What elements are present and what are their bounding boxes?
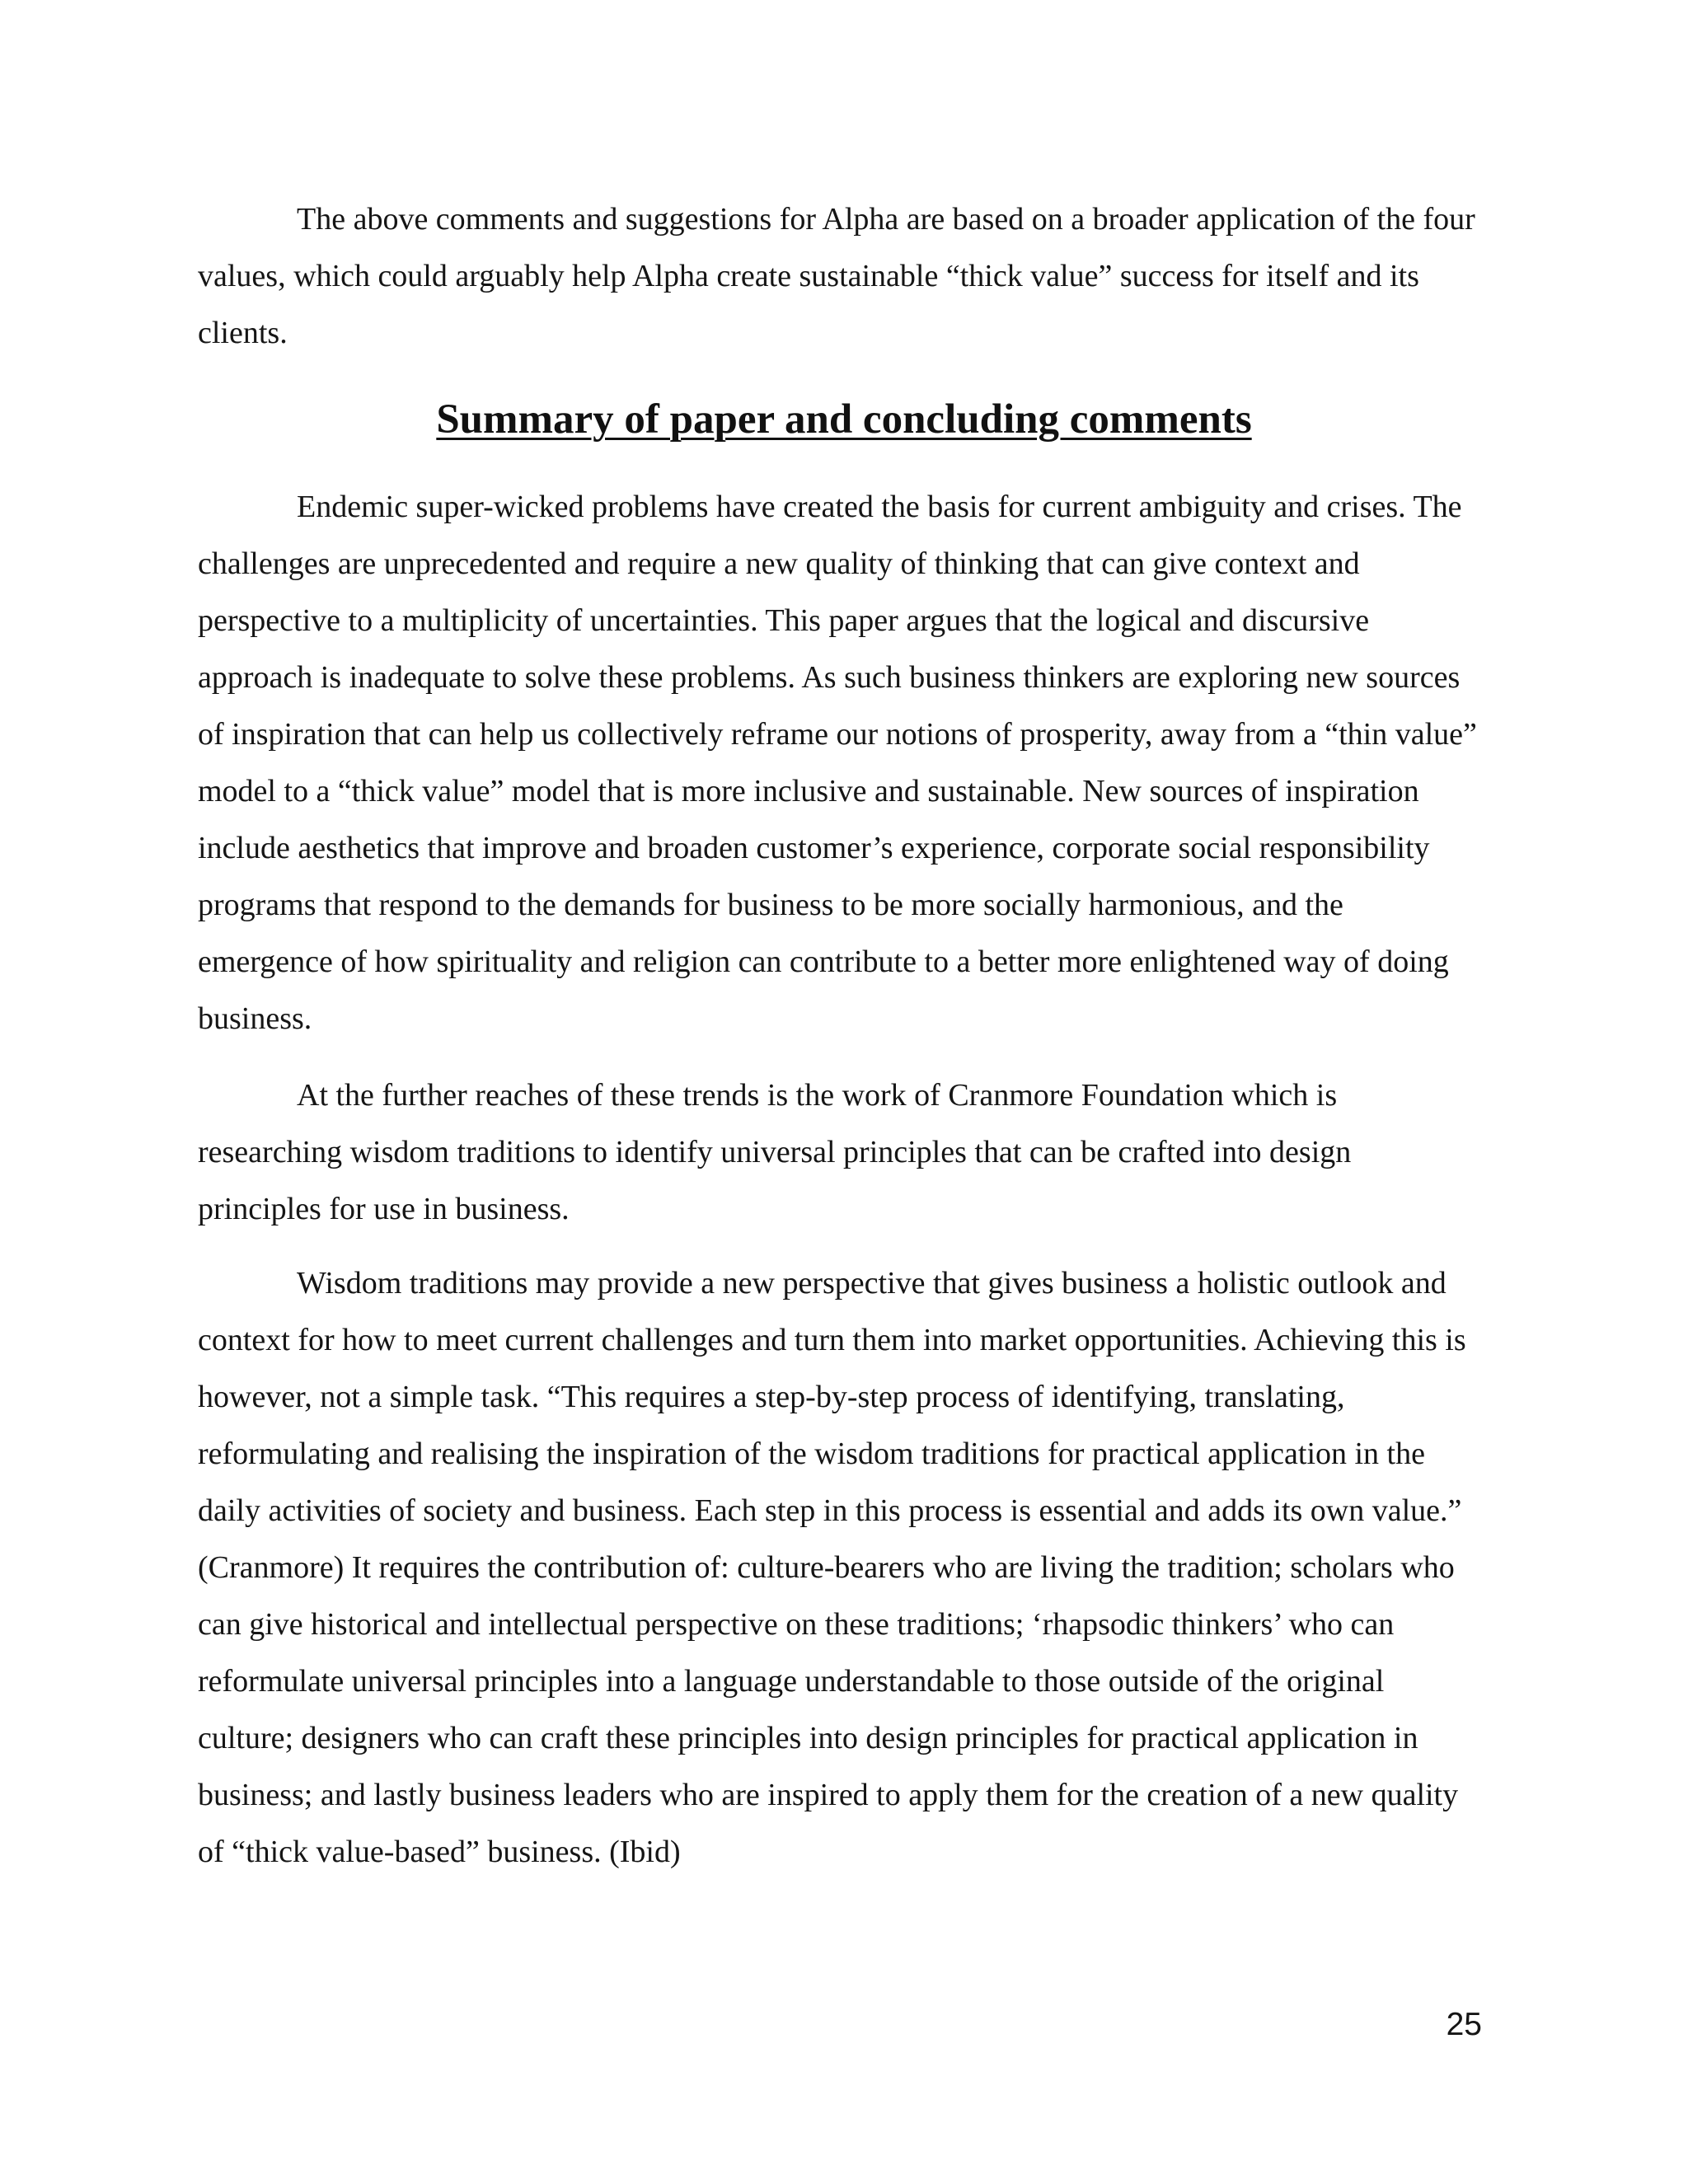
cranmore-paragraph: At the further reaches of these trends is the work of Cranmore Foundation which is researching wisdom traditions to identify universal principles that can be crafted into design principles for use in business. — [198, 1078, 1352, 1226]
summary-paragraph: Endemic super-wicked problems have created the basis for current ambiguity and crises. The challenges are unprecedented and require a new quality of thinking that can give context and perspective to a multiplicity of uncertainties. This paper argues that the logical and discursive approach is inadequate to solve these problems. As such business thinkers are exploring new sources of inspiration that can help us collectively reframe our notions of prosperity, away from a “thin value” model to a “thick value” model that is more inclusive and sustainable. New sources of inspiration include aesthetics that improve and broaden customer’s experience, corporate social responsibility programs that respond to the demands for business to be more socially harmonious, and the emergence of how spirituality and religion can contribute to a better more enlightened way of doing business. — [198, 490, 1477, 1036]
wisdom-traditions-paragraph: Wisdom traditions may provide a new perspective that gives business a holistic outlook and context for how to meet current challenges and turn them into market opportunities. Achieving this is however, not a simple task. “This requires a step-by-step process of identifying, translating, reformulating and realising the inspiration of the wisdom traditions for practical application in the daily activities of society and business. Each step in this process is essential and adds its own value.” (Cranmore) It requires the contribution of: culture-bearers who are living the tradition; scholars who can give historical and intellectual perspective on these traditions; ‘rhapsodic thinkers’ who can reformulate universal principles into a language understandable to those outside of the original culture; designers who can craft these principles into design principles for practical application in business; and lastly business leaders who are inspired to apply them for the creation of a new quality of “thick value-based” business. (Ibid) — [198, 1266, 1466, 1869]
section-heading: Summary of paper and concluding comments — [436, 396, 1252, 443]
page-number: 25 — [1446, 2007, 1482, 2042]
opening-paragraph: The above comments and suggestions for Alpha are based on a broader application of the four values, which could arguably help Alpha create sustainable “thick value” success for itself and its clients. — [198, 202, 1475, 350]
